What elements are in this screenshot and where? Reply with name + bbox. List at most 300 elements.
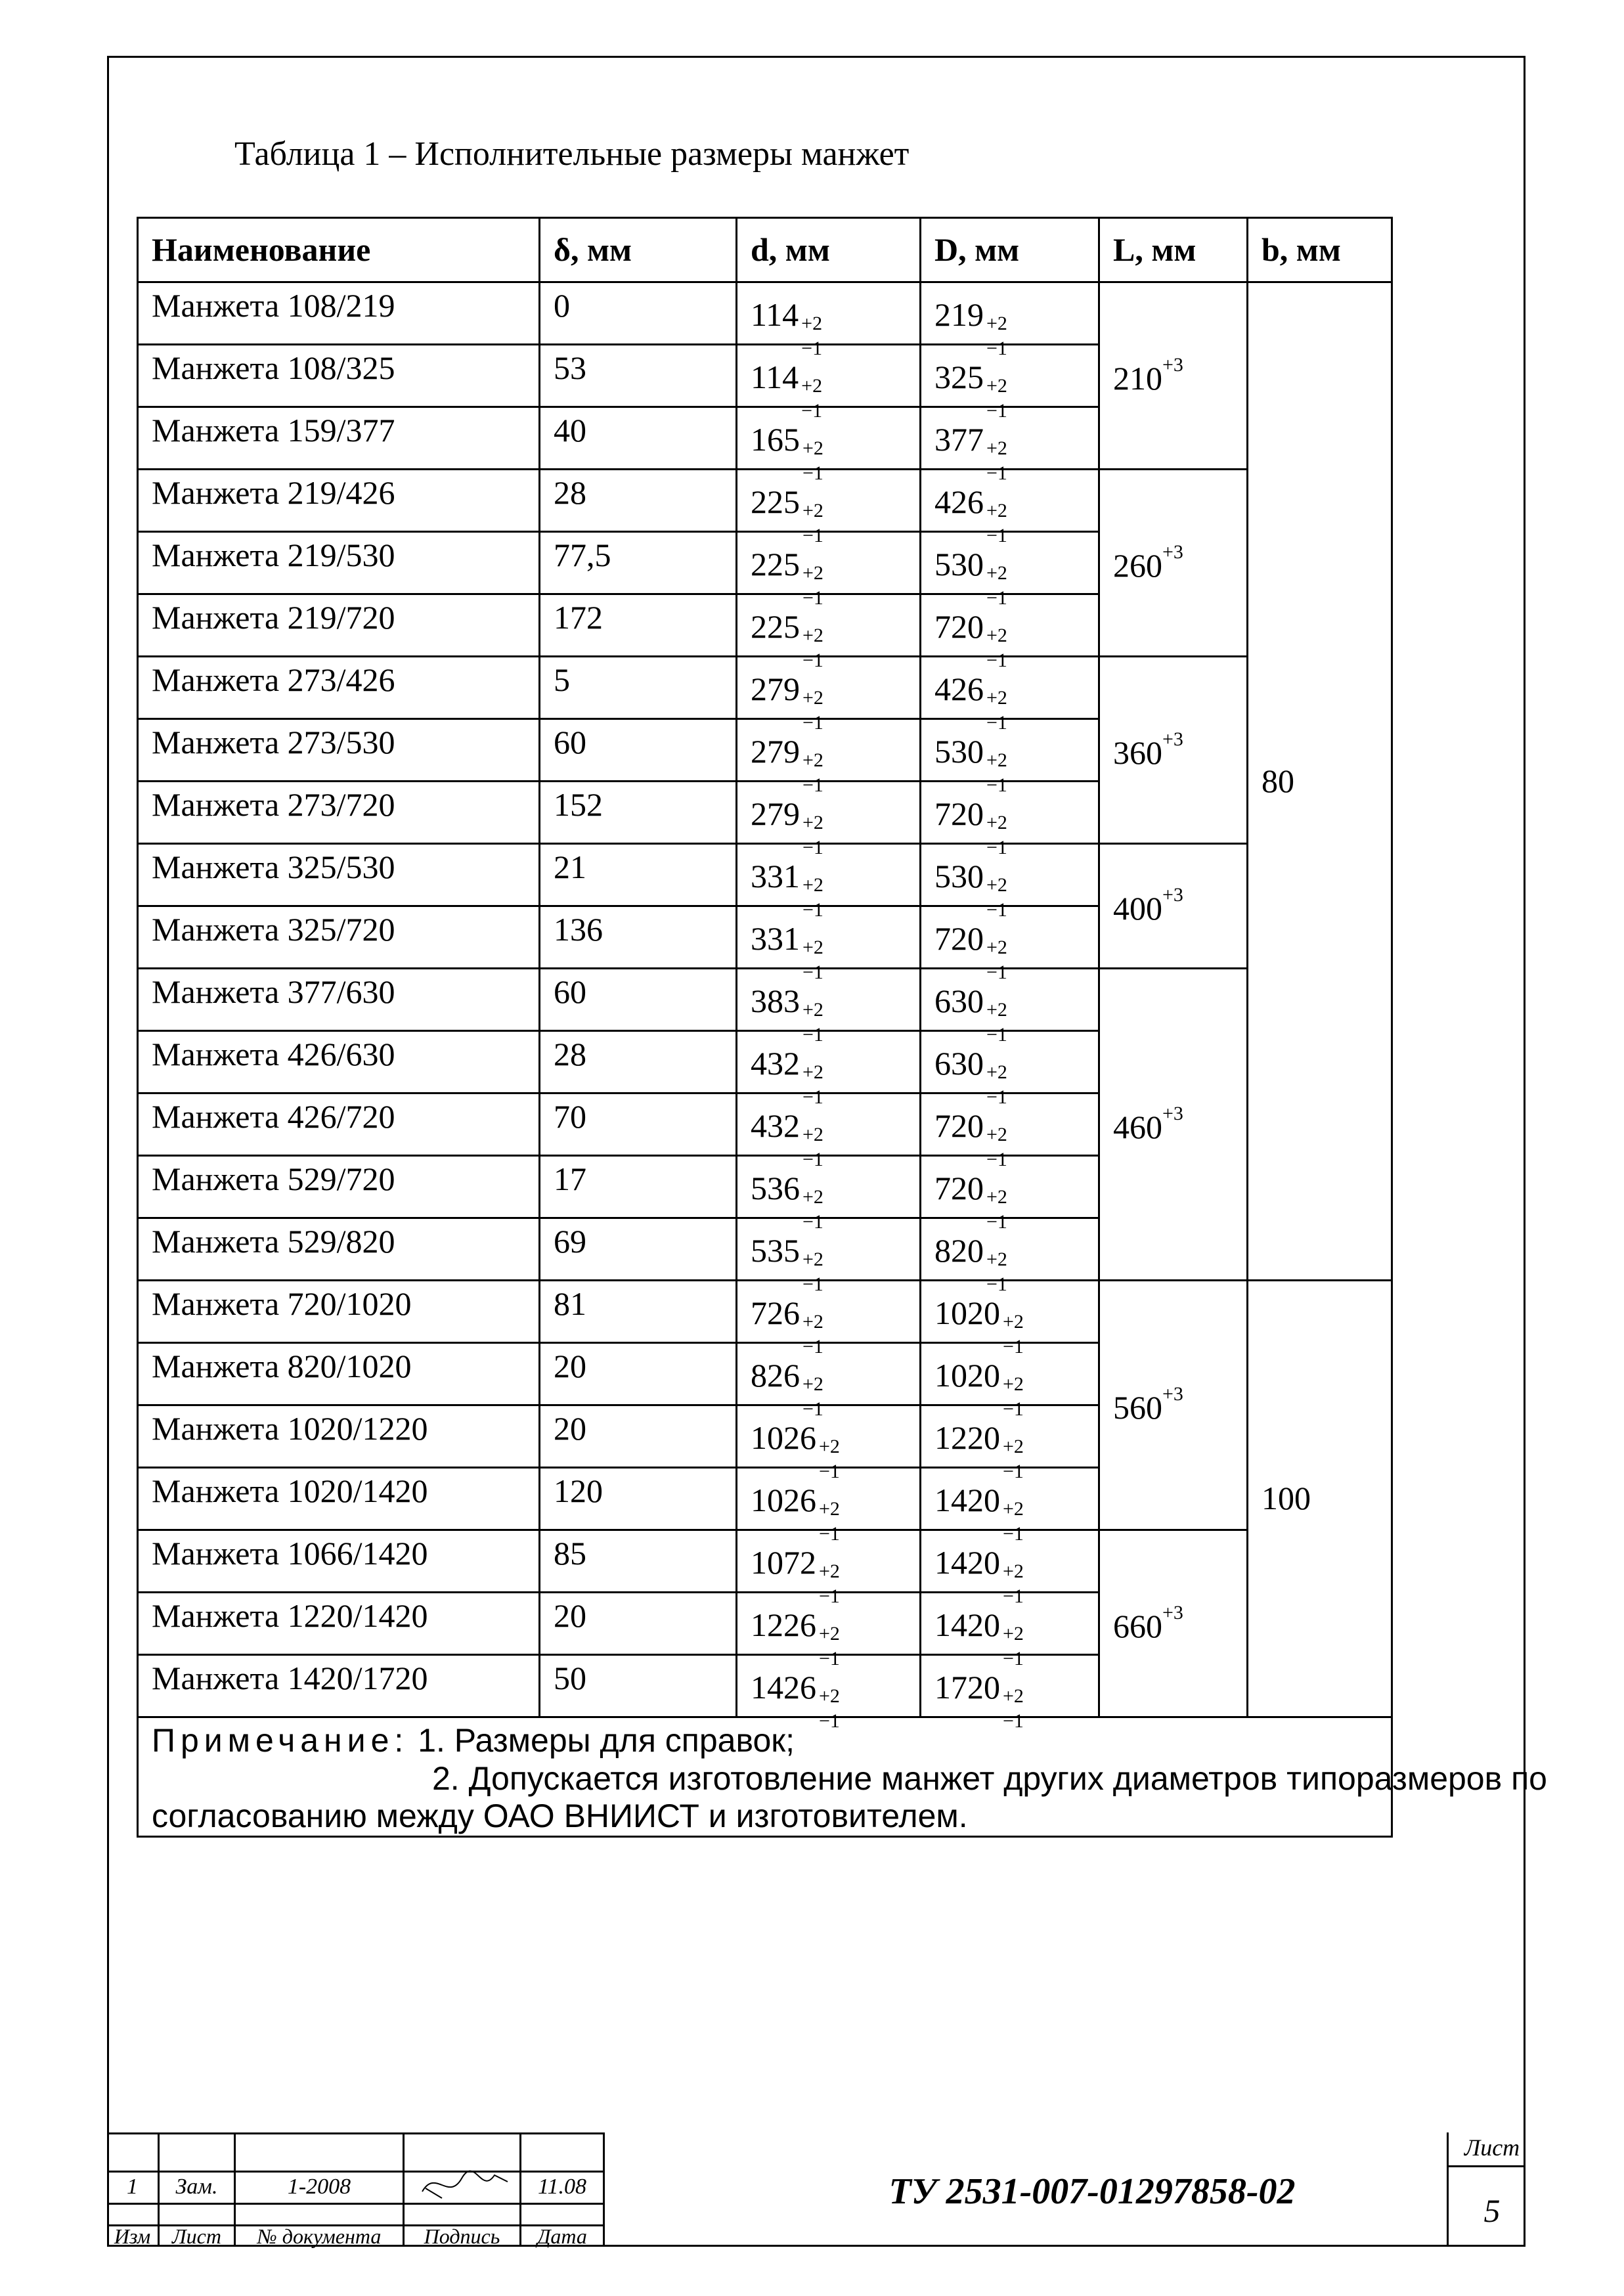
cell-delta: 20 bbox=[540, 1343, 737, 1405]
cell-D bbox=[921, 532, 1099, 609]
cell-d-number: 331 bbox=[751, 920, 800, 957]
cell-D bbox=[921, 1156, 1099, 1233]
cell-d bbox=[737, 1281, 921, 1358]
tolerance-upper: +2 bbox=[986, 313, 1007, 334]
tolerance-lower: −1 bbox=[1003, 1461, 1024, 1482]
tolerance-upper: +2 bbox=[819, 1436, 840, 1457]
table-row bbox=[138, 969, 1392, 1031]
cell-delta: 60 bbox=[540, 969, 737, 1031]
tolerance-lower: −1 bbox=[986, 650, 1007, 671]
cell-name: Манжета 108/219 bbox=[138, 282, 540, 345]
note-line-1 bbox=[152, 1722, 1391, 1760]
cell-d-number: 432 bbox=[751, 1045, 800, 1082]
tolerance-lower: −1 bbox=[986, 1149, 1007, 1170]
header-b: b, мм bbox=[1248, 218, 1392, 282]
note-row bbox=[138, 1717, 1392, 1837]
cell-delta: 28 bbox=[540, 470, 737, 532]
cell-d-value bbox=[751, 474, 823, 546]
tolerance-upper: +2 bbox=[986, 937, 1007, 958]
tolerance-upper: +2 bbox=[802, 999, 823, 1021]
cell-d bbox=[737, 470, 921, 546]
tolerance-lower: −1 bbox=[986, 400, 1007, 422]
cell-D-value bbox=[934, 1410, 1024, 1482]
cell-D-value bbox=[934, 1036, 1007, 1108]
tolerance-lower: −1 bbox=[802, 1336, 823, 1358]
cell-d bbox=[737, 532, 921, 609]
cell-d-value bbox=[751, 849, 823, 921]
tolerance-lower: −1 bbox=[802, 525, 823, 546]
cell-D-value bbox=[934, 287, 1007, 359]
cell-D-number: 630 bbox=[934, 1045, 984, 1082]
tolerance-lower: −1 bbox=[986, 1086, 1007, 1108]
cell-delta: 53 bbox=[540, 345, 737, 407]
tolerance-lower: −1 bbox=[1003, 1710, 1024, 1732]
cell-D bbox=[921, 719, 1099, 796]
cell-D-number: 1420 bbox=[934, 1482, 1000, 1518]
cell-delta: 20 bbox=[540, 1593, 737, 1655]
note-item-1: 1. Размеры для справок; bbox=[418, 1722, 795, 1759]
cell-name: Манжета 426/720 bbox=[138, 1093, 540, 1156]
sheet-label: Лист bbox=[1464, 2134, 1520, 2161]
tolerance-upper: +2 bbox=[802, 687, 823, 709]
cell-D-value bbox=[934, 412, 1007, 484]
cell-D-number: 1020 bbox=[934, 1294, 1000, 1331]
cell-d-value bbox=[751, 1472, 840, 1545]
cell-delta: 152 bbox=[540, 782, 737, 844]
tolerance-upper: +2 bbox=[986, 1061, 1007, 1083]
cell-D bbox=[921, 1093, 1099, 1170]
cell-d-value bbox=[751, 1098, 823, 1170]
cell-d-value bbox=[751, 661, 823, 734]
tolerance-upper: +2 bbox=[986, 1248, 1007, 1270]
cell-d-number: 1072 bbox=[751, 1544, 816, 1581]
cell-D bbox=[921, 906, 1099, 983]
table-row bbox=[138, 1281, 1392, 1343]
cell-name: Манжета 1020/1420 bbox=[138, 1468, 540, 1530]
cell-D-value bbox=[934, 661, 1007, 734]
L-value: 260 bbox=[1113, 546, 1162, 584]
cell-D-number: 426 bbox=[934, 671, 984, 707]
tolerance-upper: +2 bbox=[802, 937, 823, 958]
cell-d-number: 331 bbox=[751, 858, 800, 894]
tolerance-lower: −1 bbox=[802, 712, 823, 734]
cell-D-value bbox=[934, 973, 1007, 1046]
document-code: ТУ 2531-007-01297858-02 bbox=[889, 2171, 1296, 2212]
L-tolerance: +3 bbox=[1162, 541, 1183, 563]
cell-L bbox=[1099, 844, 1248, 969]
L-value: 360 bbox=[1113, 734, 1162, 771]
cell-b: 80 bbox=[1248, 282, 1392, 1281]
cell-L bbox=[1099, 282, 1248, 470]
cell-b: 100 bbox=[1248, 1281, 1392, 1717]
cell-delta: 70 bbox=[540, 1093, 737, 1156]
cell-name: Манжета 377/630 bbox=[138, 969, 540, 1031]
cell-D bbox=[921, 345, 1099, 422]
cell-d-value bbox=[751, 1348, 823, 1420]
cell-d-value bbox=[751, 1160, 823, 1233]
cell-d-number: 114 bbox=[751, 296, 799, 333]
tolerance-upper: +2 bbox=[819, 1560, 840, 1582]
cell-d-number: 535 bbox=[751, 1232, 800, 1269]
cell-d-value bbox=[751, 349, 823, 422]
cell-d bbox=[737, 906, 921, 983]
cell-d-value bbox=[751, 973, 823, 1046]
table-header-row bbox=[138, 218, 1392, 282]
tolerance-upper: +2 bbox=[819, 1498, 840, 1520]
tolerance-upper: +2 bbox=[802, 812, 823, 833]
L-value: 460 bbox=[1113, 1108, 1162, 1145]
cell-D-value bbox=[934, 537, 1007, 609]
cell-d bbox=[737, 719, 921, 796]
L-tolerance: +3 bbox=[1162, 353, 1183, 376]
tolerance-upper: +2 bbox=[802, 625, 823, 646]
cell-name: Манжета 325/530 bbox=[138, 844, 540, 906]
tolerance-upper: +2 bbox=[1003, 1498, 1024, 1520]
cell-delta: 40 bbox=[540, 407, 737, 470]
tolerance-upper: +2 bbox=[986, 999, 1007, 1021]
cell-d-value bbox=[751, 412, 823, 484]
L-tolerance: +3 bbox=[1162, 1601, 1183, 1623]
tolerance-lower: −1 bbox=[986, 587, 1007, 609]
tolerance-lower: −1 bbox=[802, 587, 823, 609]
tolerance-upper: +2 bbox=[986, 874, 1007, 896]
cell-delta: 172 bbox=[540, 594, 737, 657]
tolerance-lower: −1 bbox=[802, 1211, 823, 1233]
cell-D bbox=[921, 470, 1099, 546]
cell-D-value bbox=[934, 786, 1007, 858]
cell-D-value bbox=[934, 1535, 1024, 1607]
tolerance-upper: +2 bbox=[802, 1186, 823, 1208]
tolerance-lower: −1 bbox=[986, 1211, 1007, 1233]
cell-d bbox=[737, 345, 921, 422]
cell-d-value bbox=[751, 911, 823, 983]
cell-L bbox=[1099, 657, 1248, 844]
cell-D-number: 530 bbox=[934, 858, 984, 894]
cell-D-number: 530 bbox=[934, 546, 984, 583]
cell-delta: 21 bbox=[540, 844, 737, 906]
tolerance-upper: +2 bbox=[819, 1685, 840, 1707]
cell-d-number: 826 bbox=[751, 1357, 800, 1394]
cell-L bbox=[1099, 470, 1248, 657]
tolerance-upper: +2 bbox=[802, 1124, 823, 1145]
cell-name: Манжета 159/377 bbox=[138, 407, 540, 470]
cell-L bbox=[1099, 1281, 1248, 1530]
cell-D-value bbox=[934, 911, 1007, 983]
cell-name: Манжета 273/530 bbox=[138, 719, 540, 782]
tolerance-lower: −1 bbox=[986, 1273, 1007, 1295]
tolerance-lower: −1 bbox=[802, 650, 823, 671]
tolerance-upper: +2 bbox=[986, 749, 1007, 771]
cell-d-number: 165 bbox=[751, 421, 800, 458]
cell-d-number: 1026 bbox=[751, 1419, 816, 1456]
cell-D-value bbox=[934, 1472, 1024, 1545]
tolerance-upper: +2 bbox=[802, 749, 823, 771]
tolerance-lower: −1 bbox=[819, 1585, 840, 1607]
cell-delta: 136 bbox=[540, 906, 737, 969]
cell-delta: 50 bbox=[540, 1655, 737, 1717]
tolerance-upper: +2 bbox=[1003, 1685, 1024, 1707]
tolerance-lower: −1 bbox=[819, 1461, 840, 1482]
cell-name: Манжета 820/1020 bbox=[138, 1343, 540, 1405]
cell-name: Манжета 426/630 bbox=[138, 1031, 540, 1093]
header-L: L, мм bbox=[1099, 218, 1248, 282]
cell-name: Манжета 1020/1220 bbox=[138, 1405, 540, 1468]
cell-name: Манжета 219/426 bbox=[138, 470, 540, 532]
cell-d bbox=[737, 657, 921, 734]
tolerance-upper: +2 bbox=[1003, 1623, 1024, 1645]
cell-name: Манжета 219/530 bbox=[138, 532, 540, 594]
tolerance-upper: +2 bbox=[986, 500, 1007, 521]
cell-name: Манжета 529/820 bbox=[138, 1218, 540, 1281]
cell-d bbox=[737, 1093, 921, 1170]
cell-D-number: 426 bbox=[934, 483, 984, 520]
L-tolerance: +3 bbox=[1162, 1383, 1183, 1405]
cell-d bbox=[737, 844, 921, 921]
cell-D-number: 219 bbox=[934, 296, 984, 333]
cell-D bbox=[921, 657, 1099, 734]
L-value: 660 bbox=[1113, 1607, 1162, 1645]
note-line-3: согласованию между ОАО ВНИИСТ и изготовителем. bbox=[152, 1798, 968, 1834]
table-title: Таблица 1 – Исполнительные размеры манжет bbox=[234, 135, 910, 173]
tolerance-lower: −1 bbox=[986, 1024, 1007, 1046]
cell-d-number: 225 bbox=[751, 546, 800, 583]
cell-delta: 120 bbox=[540, 1468, 737, 1530]
cell-D bbox=[921, 407, 1099, 484]
label-date: Дата bbox=[537, 2224, 587, 2248]
cell-D-value bbox=[934, 1160, 1007, 1233]
tolerance-lower: −1 bbox=[1003, 1523, 1024, 1545]
cell-name: Манжета 108/325 bbox=[138, 345, 540, 407]
cell-d bbox=[737, 1343, 921, 1420]
cell-D-number: 720 bbox=[934, 608, 984, 645]
cell-D-value bbox=[934, 1098, 1007, 1170]
cell-d-number: 225 bbox=[751, 608, 800, 645]
label-izm: Изм bbox=[114, 2224, 151, 2248]
cell-D bbox=[921, 1031, 1099, 1108]
cell-D bbox=[921, 969, 1099, 1046]
cell-d-value bbox=[751, 1036, 823, 1108]
cell-d bbox=[737, 969, 921, 1046]
tolerance-lower: −1 bbox=[802, 1024, 823, 1046]
cell-d-value bbox=[751, 1597, 840, 1669]
tolerance-upper: +2 bbox=[986, 812, 1007, 833]
table-row bbox=[138, 282, 1392, 345]
table-row bbox=[138, 657, 1392, 719]
cell-name: Манжета 325/720 bbox=[138, 906, 540, 969]
cell-d-value bbox=[751, 1223, 823, 1295]
tolerance-upper: +2 bbox=[819, 1623, 840, 1645]
header-D: D, мм bbox=[921, 218, 1099, 282]
cell-D bbox=[921, 1281, 1099, 1358]
cell-delta: 81 bbox=[540, 1281, 737, 1343]
cell-d-value bbox=[751, 537, 823, 609]
tolerance-upper: +2 bbox=[802, 874, 823, 896]
cell-d-number: 279 bbox=[751, 671, 800, 707]
cell-d-number: 1426 bbox=[751, 1669, 816, 1706]
cell-name: Манжета 720/1020 bbox=[138, 1281, 540, 1343]
L-tolerance: +3 bbox=[1162, 728, 1183, 750]
cell-name: Манжета 219/720 bbox=[138, 594, 540, 657]
tolerance-upper: +2 bbox=[801, 313, 823, 334]
cell-D-number: 720 bbox=[934, 1107, 984, 1144]
tolerance-lower: −1 bbox=[1003, 1398, 1024, 1420]
cell-D-value bbox=[934, 474, 1007, 546]
tolerance-upper: +2 bbox=[802, 500, 823, 521]
cell-D-number: 1420 bbox=[934, 1606, 1000, 1643]
tolerance-upper: +2 bbox=[986, 625, 1007, 646]
cell-d-value bbox=[751, 786, 823, 858]
tolerance-lower: −1 bbox=[986, 338, 1007, 359]
cell-D-number: 1720 bbox=[934, 1669, 1000, 1706]
tolerance-lower: −1 bbox=[802, 837, 823, 858]
list-value: Зам. bbox=[175, 2175, 218, 2199]
tolerance-upper: +2 bbox=[802, 437, 823, 459]
cell-d-number: 279 bbox=[751, 795, 800, 832]
cell-D-value bbox=[934, 349, 1007, 422]
tolerance-lower: −1 bbox=[819, 1523, 840, 1545]
tolerance-upper: +2 bbox=[802, 562, 823, 584]
cell-name: Манжета 1220/1420 bbox=[138, 1593, 540, 1655]
tolerance-lower: −1 bbox=[819, 1648, 840, 1669]
tolerance-upper: +2 bbox=[1003, 1560, 1024, 1582]
tolerance-lower: −1 bbox=[802, 462, 823, 484]
tolerance-lower: −1 bbox=[986, 899, 1007, 921]
dimensions-table bbox=[137, 217, 1547, 1838]
tolerance-upper: +2 bbox=[986, 375, 1007, 397]
cell-D-number: 1220 bbox=[934, 1419, 1000, 1456]
tolerance-lower: −1 bbox=[802, 1149, 823, 1170]
signature-scribble bbox=[416, 2162, 514, 2208]
cell-d-number: 114 bbox=[751, 359, 799, 395]
tolerance-lower: −1 bbox=[1003, 1336, 1024, 1358]
cell-D-number: 530 bbox=[934, 733, 984, 770]
tolerance-lower: −1 bbox=[1003, 1648, 1024, 1669]
tolerance-upper: +2 bbox=[801, 375, 823, 397]
cell-delta: 5 bbox=[540, 657, 737, 719]
cell-d bbox=[737, 782, 921, 858]
tolerance-upper: +2 bbox=[1003, 1311, 1024, 1333]
cell-D-value bbox=[934, 599, 1007, 671]
cell-d-number: 279 bbox=[751, 733, 800, 770]
cell-D-number: 720 bbox=[934, 1170, 984, 1206]
cell-d bbox=[737, 594, 921, 671]
cell-D-number: 820 bbox=[934, 1232, 984, 1269]
tolerance-upper: +2 bbox=[986, 1124, 1007, 1145]
tolerance-lower: −1 bbox=[1003, 1585, 1024, 1607]
cell-D-number: 1020 bbox=[934, 1357, 1000, 1394]
cell-d-number: 536 bbox=[751, 1170, 800, 1206]
cell-d-number: 383 bbox=[751, 982, 800, 1019]
tolerance-lower: −1 bbox=[986, 712, 1007, 734]
table-row bbox=[138, 844, 1392, 906]
tolerance-lower: −1 bbox=[986, 961, 1007, 983]
header-d: d, мм bbox=[737, 218, 921, 282]
izm-value: 1 bbox=[127, 2175, 138, 2199]
cell-delta: 28 bbox=[540, 1031, 737, 1093]
cell-name: Манжета 273/426 bbox=[138, 657, 540, 719]
tolerance-upper: +2 bbox=[986, 562, 1007, 584]
tolerance-upper: +2 bbox=[802, 1248, 823, 1270]
cell-delta: 77,5 bbox=[540, 532, 737, 594]
cell-d bbox=[737, 1156, 921, 1233]
cell-delta: 20 bbox=[540, 1405, 737, 1468]
cell-d-number: 726 bbox=[751, 1294, 800, 1331]
tolerance-upper: +2 bbox=[802, 1311, 823, 1333]
cell-delta: 17 bbox=[540, 1156, 737, 1218]
cell-D-value bbox=[934, 1223, 1007, 1295]
cell-name: Манжета 273/720 bbox=[138, 782, 540, 844]
tolerance-lower: −1 bbox=[986, 774, 1007, 796]
cell-D-value bbox=[934, 1660, 1024, 1732]
cell-name: Манжета 1066/1420 bbox=[138, 1530, 540, 1593]
cell-name: Манжета 1420/1720 bbox=[138, 1655, 540, 1717]
cell-d-value bbox=[751, 1535, 840, 1607]
cell-L bbox=[1099, 1530, 1248, 1717]
tolerance-upper: +2 bbox=[1003, 1436, 1024, 1457]
label-doc-number: № документа bbox=[257, 2224, 382, 2248]
cell-d bbox=[737, 1405, 921, 1482]
cell-delta: 85 bbox=[540, 1530, 737, 1593]
cell-d bbox=[737, 407, 921, 484]
header-delta: δ, мм bbox=[540, 218, 737, 282]
note-label: Примечание: bbox=[152, 1722, 409, 1759]
tolerance-lower: −1 bbox=[801, 400, 823, 422]
cell-D bbox=[921, 1218, 1099, 1295]
cell-d-value bbox=[751, 1285, 823, 1358]
tolerance-upper: +2 bbox=[986, 437, 1007, 459]
L-value: 400 bbox=[1113, 890, 1162, 927]
tolerance-lower: −1 bbox=[802, 1086, 823, 1108]
cell-L bbox=[1099, 969, 1248, 1281]
tolerance-upper: +2 bbox=[802, 1061, 823, 1083]
header-name: Наименование bbox=[138, 218, 540, 282]
cell-D-number: 377 bbox=[934, 421, 984, 458]
cell-d-number: 1226 bbox=[751, 1606, 816, 1643]
L-tolerance: +3 bbox=[1162, 1102, 1183, 1124]
note-cell bbox=[138, 1717, 1547, 1837]
tolerance-lower: −1 bbox=[801, 338, 823, 359]
label-signature: Подпись bbox=[424, 2224, 500, 2248]
tolerance-lower: −1 bbox=[802, 1398, 823, 1420]
cell-d-value bbox=[751, 1660, 840, 1732]
cell-D-value bbox=[934, 724, 1007, 796]
cell-D-number: 720 bbox=[934, 920, 984, 957]
cell-name: Манжета 529/720 bbox=[138, 1156, 540, 1218]
cell-D bbox=[921, 594, 1099, 671]
cell-d-number: 225 bbox=[751, 483, 800, 520]
cell-d bbox=[737, 282, 921, 359]
label-list: Лист bbox=[172, 2224, 221, 2248]
tolerance-upper: +2 bbox=[986, 1186, 1007, 1208]
cell-d bbox=[737, 1218, 921, 1295]
L-tolerance: +3 bbox=[1162, 884, 1183, 906]
note-line-2: 2. Допускается изготовление манжет других диаметров типоразмеров по bbox=[432, 1759, 1547, 1797]
cell-delta: 0 bbox=[540, 282, 737, 345]
table-row bbox=[138, 470, 1392, 532]
cell-D-value bbox=[934, 1348, 1024, 1420]
title-block bbox=[107, 2132, 1525, 2247]
tolerance-lower: −1 bbox=[802, 1273, 823, 1295]
doc-number-value: 1-2008 bbox=[287, 2175, 351, 2199]
cell-delta: 69 bbox=[540, 1218, 737, 1281]
tolerance-upper: +2 bbox=[986, 687, 1007, 709]
cell-d bbox=[737, 1031, 921, 1108]
tolerance-lower: −1 bbox=[802, 899, 823, 921]
tolerance-lower: −1 bbox=[986, 525, 1007, 546]
cell-d-value bbox=[751, 599, 823, 671]
cell-D-number: 1420 bbox=[934, 1544, 1000, 1581]
cell-d-value bbox=[751, 724, 823, 796]
